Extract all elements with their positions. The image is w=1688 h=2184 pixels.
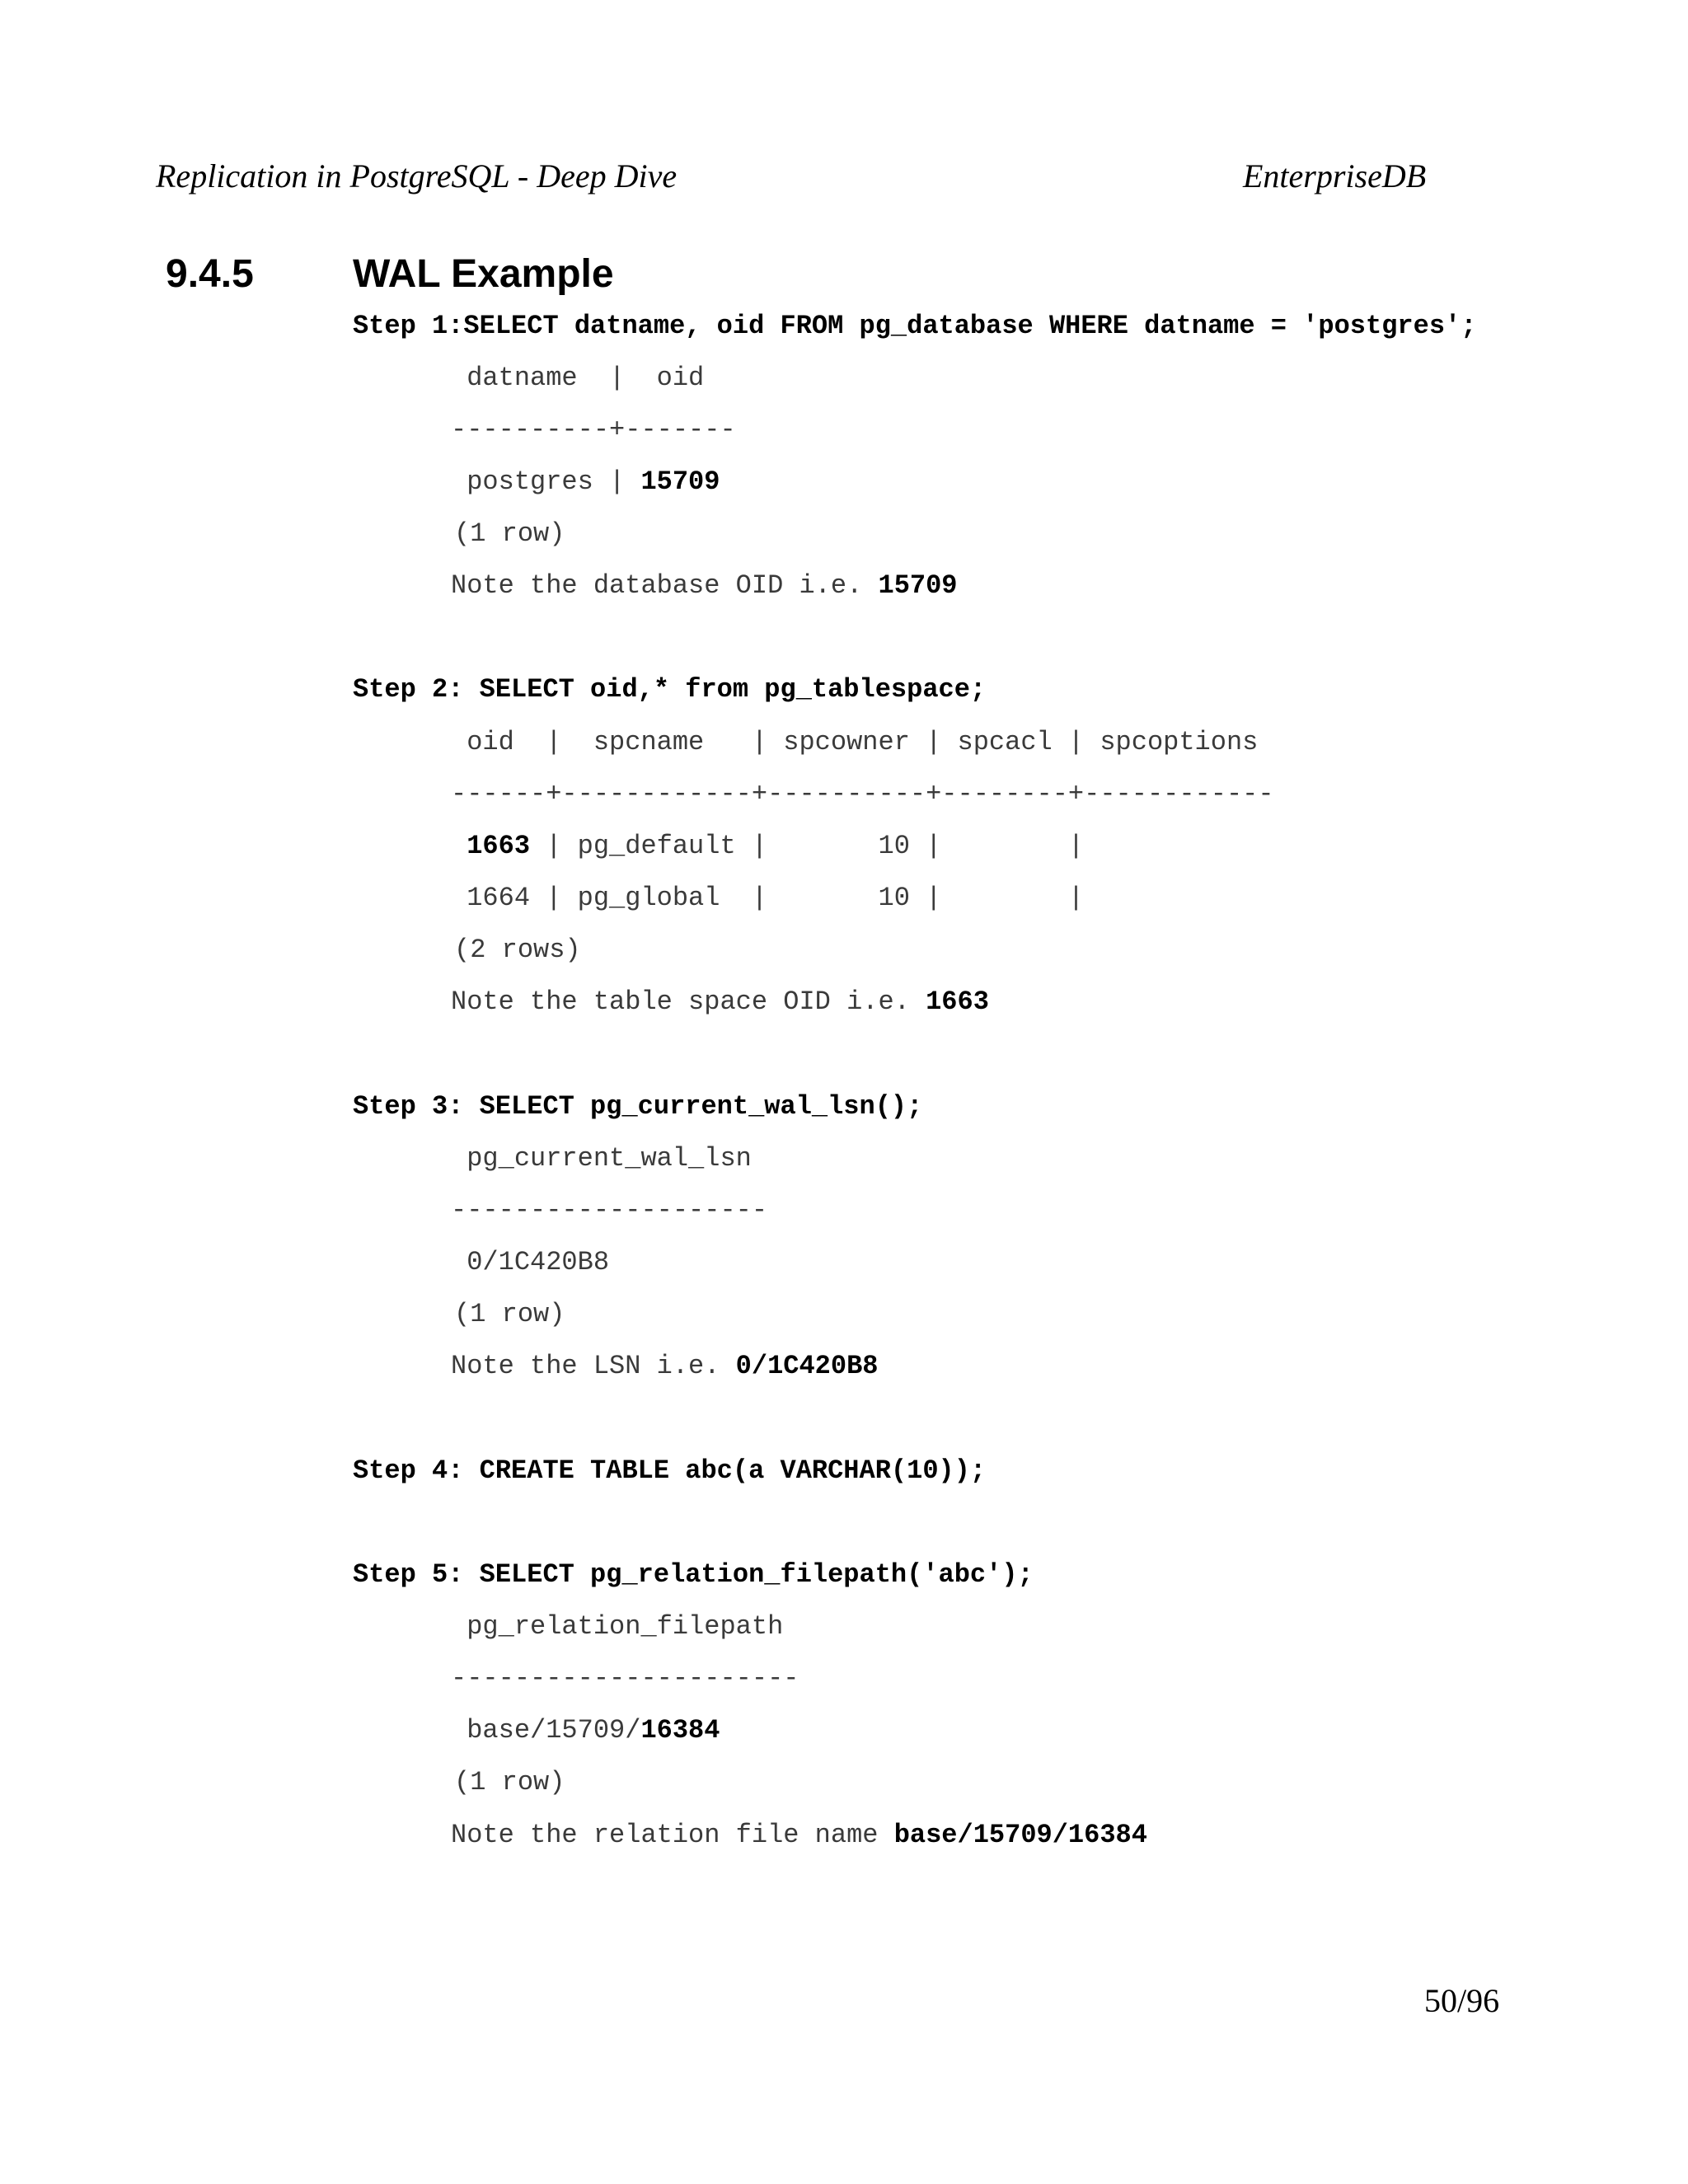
step-5-row-count: (1 row) (454, 1767, 565, 1797)
section-title: WAL Example (353, 252, 614, 296)
step-5-result-separator: ---------------------- (451, 1663, 799, 1694)
step-5-result-header: pg_relation_filepath (451, 1611, 784, 1642)
step-5-note (451, 1822, 1147, 1849)
step-1-note (451, 570, 958, 601)
step-3-note (451, 1353, 878, 1380)
step-1-note-value: 15709 (878, 570, 958, 601)
step-3-row-count: (1 row) (454, 1299, 565, 1329)
step-3-result-row: 0/1C420B8 (451, 1247, 610, 1277)
step-2-result-row-1 (451, 833, 1084, 860)
step-5-note-text: Note the relation file name (451, 1820, 894, 1850)
step-3-result-header: pg_current_wal_lsn (451, 1143, 752, 1174)
step-2-result-row-2: 1664 | pg_global | 10 | | (451, 883, 1085, 913)
step-5-row-prefix: base/15709/ (451, 1715, 641, 1746)
step-2-result-separator: ------+------------+----------+--------+------------ (451, 779, 1274, 809)
step-3-result-separator: -------------------- (451, 1195, 768, 1226)
step-1-note-text: Note the database OID i.e. (451, 570, 879, 601)
step-2-row-1-oid: 1663 (467, 831, 531, 861)
step-2-note (451, 989, 989, 1015)
step-1-row-prefix: postgres | (451, 466, 641, 497)
step-1-command: Step 1:SELECT datname, oid FROM pg_database WHERE datname = 'postgres'; (353, 311, 1477, 341)
step-1-result-separator: ----------+------- (451, 415, 736, 445)
step-2-note-value: 1663 (926, 987, 989, 1017)
step-1-row-count: (1 row) (454, 518, 565, 549)
step-2-note-text: Note the table space OID i.e. (451, 987, 926, 1017)
step-4-command: Step 4: CREATE TABLE abc(a VARCHAR(10)); (353, 1455, 987, 1486)
running-header-title: Replication in PostgreSQL - Deep Dive (156, 157, 678, 194)
running-header-company: EnterpriseDB (1243, 157, 1427, 194)
step-1-result-header: datname | oid (451, 363, 705, 393)
step-2-row-1-rest: | pg_default | 10 | | (530, 831, 1085, 861)
step-1-row-oid: 15709 (640, 466, 720, 497)
step-5-note-value: base/15709/16384 (893, 1820, 1147, 1850)
step-5-command: Step 5: SELECT pg_relation_filepath('abc'); (353, 1559, 1034, 1590)
page-number: 50/96 (1424, 1982, 1500, 2019)
step-2-command: Step 2: SELECT oid,* from pg_tablespace; (353, 674, 987, 705)
step-2-result-header: oid | spcname | spcowner | spcacl | spcoptions (451, 727, 1259, 757)
step-3-note-value: 0/1C420B8 (735, 1351, 879, 1381)
section-number: 9.4.5 (166, 252, 254, 296)
step-5-row-value: 16384 (640, 1715, 720, 1746)
step-3-note-text: Note the LSN i.e. (451, 1351, 736, 1381)
step-3-command: Step 3: SELECT pg_current_wal_lsn(); (353, 1091, 923, 1122)
step-5-result-row (451, 1715, 720, 1746)
step-1-result-row (451, 466, 720, 497)
step-2-row-count: (2 rows) (454, 935, 581, 965)
